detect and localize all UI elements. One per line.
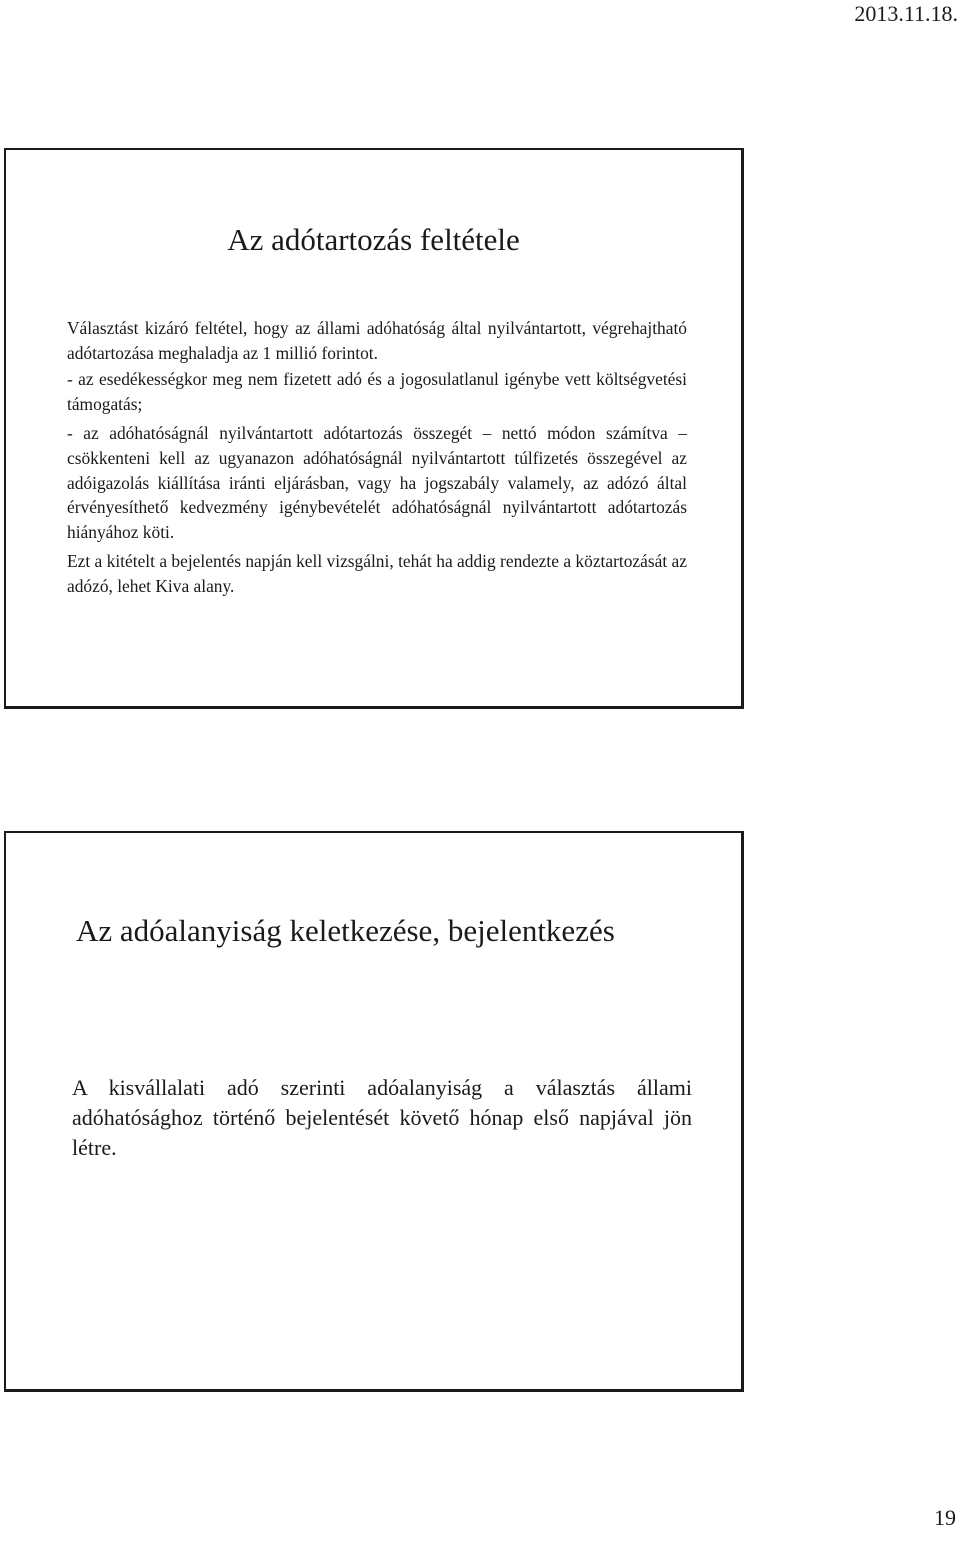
page-number: 19 bbox=[934, 1505, 956, 1530]
slide-adotartozas-feltetele bbox=[4, 148, 744, 709]
page-date: 2013.11.18. bbox=[854, 1, 958, 26]
paragraph-bullet-2: - az adóhatóságnál nyilvántartott adótartozás összegét – nettó módon számítva – csökkenteni kell az ugyanazon adóhatóságnál nyilvántartott túlfizetés összegével az adóigazolás kiállítása iránti eljárásban, vagy ha jogszabály valamely, az adózó által érvényesíthető kedvezmény igénybevételét adóhatóságnál nyilvántartott adótartozás hiányához köti. bbox=[67, 423, 687, 542]
paragraph-conclusion: Ezt a kitételt a bejelentés napján kell vizsgálni, tehát ha addig rendezte a köztartozását az adózó, lehet Kiva alany. bbox=[67, 551, 687, 596]
paragraph-main: A kisvállalati adó szerinti adóalanyiság a választás állami adóhatósághoz történő bejelentését követő hónap első napjával jön létre. bbox=[72, 1075, 692, 1160]
paragraph-bullet-1: - az esedékességkor meg nem fizetett adó és a jogosulatlanul igénybe vett költségvetési támogatás; bbox=[67, 369, 687, 414]
paragraph-intro: Választást kizáró feltétel, hogy az állami adóhatóság által nyilvántartott, végrehajtható adótartozása meghaladja az 1 millió forintot. bbox=[67, 318, 687, 363]
slide-title: Az adótartozás feltétele bbox=[227, 222, 520, 257]
slide-title: Az adóalanyiság keletkezése, bejelentkezés bbox=[76, 913, 615, 948]
slide-body bbox=[72, 1073, 692, 1165]
slide-adoalanyisag-keletkezese bbox=[4, 831, 744, 1392]
slide-body bbox=[67, 316, 687, 601]
